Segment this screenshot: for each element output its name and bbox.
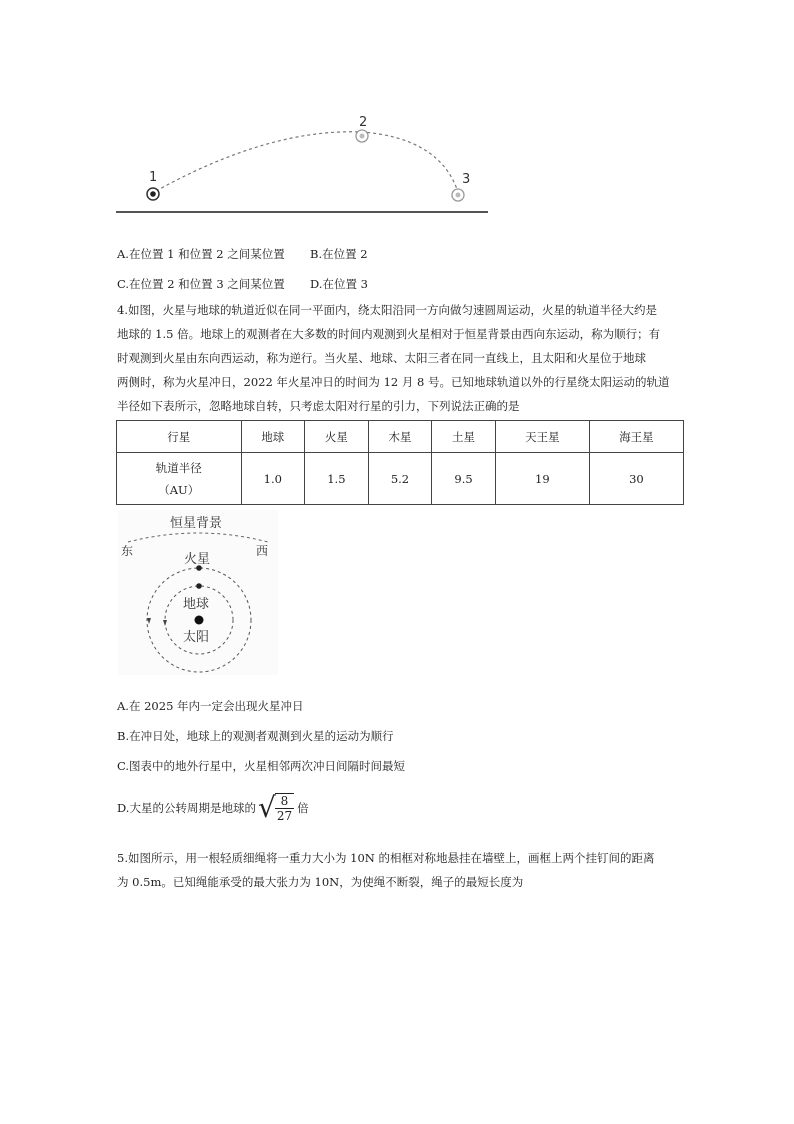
- q4-stem-line: 4.如图，火星与地球的轨道近似在同一平面内，绕太阳沿同一方向做匀速圆周运动，火星的轨道半径大约是: [117, 303, 657, 317]
- position-label-1: 1: [149, 170, 158, 185]
- table-header-cell: 海王星: [589, 421, 683, 453]
- table-cell: 9.5: [432, 453, 496, 505]
- table-header-cell: 行星: [117, 421, 242, 453]
- ball-position-1: [147, 188, 159, 200]
- star-background-label: 恒星背景: [170, 516, 223, 531]
- table-cell: 1.0: [241, 453, 305, 505]
- table-header-cell: 天王星: [495, 421, 589, 453]
- table-cell: 5.2: [368, 453, 432, 505]
- position-label-3: 3: [462, 172, 471, 187]
- q4-option-c: C.图表中的地外行星中，火星相邻两次冲日间隔时间最短: [117, 759, 406, 773]
- fraction-numerator: 8: [275, 794, 294, 809]
- q3-option-a: A.在位置 1 和位置 2 之间某位置: [117, 247, 285, 261]
- mars-label: 火星: [184, 552, 211, 567]
- option-d-suffix: 倍: [297, 801, 309, 815]
- q5-stem-line: 5.如图所示，用一根轻质细绳将一重力大小为 10N 的相框对称地悬挂在墙壁上，画框上两个挂钉间的距离: [117, 851, 655, 865]
- q4-stem-line: 时观测到火星由东向西运动，称为逆行。当火星、地球、太阳三者在同一直线上，且太阳和火星位于地球: [117, 351, 646, 365]
- table-header-cell: 木星: [368, 421, 432, 453]
- ball-position-3: [452, 189, 464, 201]
- ball-position-2: [356, 130, 368, 142]
- q3-option-c: C.在位置 2 和位置 3 之间某位置: [117, 277, 285, 291]
- row-label-line2: （AU）: [158, 482, 200, 497]
- table-row-label: [117, 453, 242, 505]
- position-label-2: 2: [359, 115, 368, 130]
- row-label-line1: 轨道半径: [155, 460, 202, 475]
- q5-stem: [117, 846, 689, 894]
- sun-label: 太阳: [183, 630, 210, 645]
- sqrt-sign: √: [257, 791, 276, 824]
- table-header-cell: 土星: [432, 421, 496, 453]
- table-cell: 1.5: [305, 453, 369, 505]
- fraction-denominator: 27: [276, 809, 293, 823]
- q4-option-b: B.在冲日处，地球上的观测者观测到火星的运动为顺行: [117, 729, 394, 743]
- q3-option-d: D.在位置 3: [310, 277, 368, 291]
- q4-option-d: [117, 788, 309, 828]
- q4-stem-line: 地球的 1.5 倍。地球上的观测者在大多数的时间内观测到火星相对于恒星背景由西向东运动，称为顺行；有: [117, 327, 661, 341]
- earth-label: 地球: [183, 597, 210, 612]
- table-cell: 30: [589, 453, 683, 505]
- option-d-prefix: D.大星的公转周期是地球的: [117, 801, 256, 815]
- sun-dot: [195, 616, 204, 625]
- q5-stem-line: 为 0.5m。已知绳能承受的最大张力为 10N，为使绳不断裂，绳子的最短长度为: [117, 875, 524, 889]
- q3-option-b: B.在位置 2: [310, 247, 368, 261]
- table-header-cell: 地球: [241, 421, 305, 453]
- west-label: 西: [256, 544, 269, 558]
- mars-orbit-diagram: [118, 510, 278, 675]
- east-label: 东: [121, 544, 134, 558]
- earth-dot: [196, 583, 202, 589]
- q4-stem-line: 两侧时，称为火星冲日，2022 年火星冲日的时间为 12 月 8 号。已知地球轨道以外的行星绕太阳运动的轨道: [117, 375, 670, 389]
- fraction: [275, 793, 294, 823]
- trajectory-path: [156, 132, 458, 192]
- table-cell: 19: [495, 453, 589, 505]
- q4-option-a: A.在 2025 年内一定会出现火星冲日: [117, 699, 304, 713]
- trajectory-figure: [110, 108, 490, 223]
- q4-stem-line: 半径如下表所示，忽略地球自转，只考虑太阳对行星的引力，下列说法正确的是: [117, 399, 520, 413]
- orbit-radius-table: [116, 420, 684, 505]
- table-header-cell: 火星: [305, 421, 369, 453]
- q4-stem: [117, 298, 689, 418]
